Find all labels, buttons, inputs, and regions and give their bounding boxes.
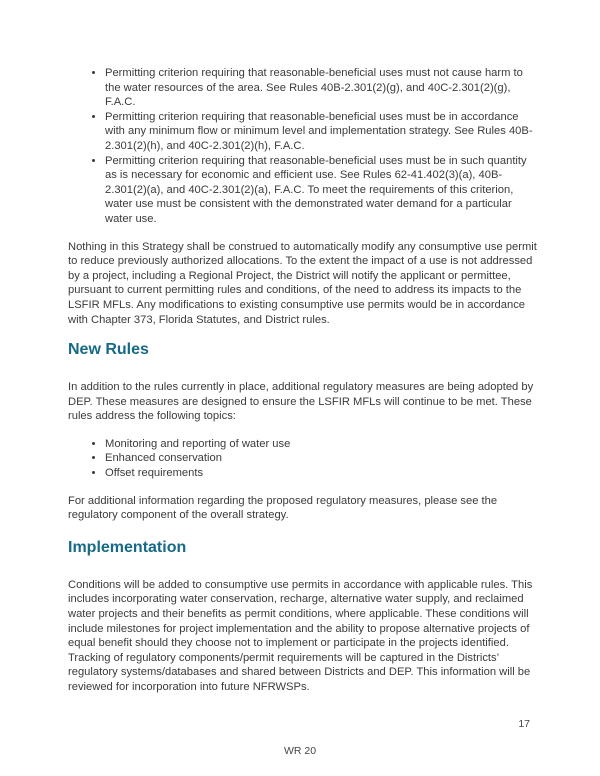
- section-heading-new-rules: New Rules: [68, 341, 149, 359]
- rule-topics-list: [68, 437, 538, 481]
- list-item: • Enhanced conservation: [105, 451, 538, 466]
- list-item: • Permitting criterion requiring that reasonable-beneficial uses must be in such quantity as is necessary for economic and efficient use. See Rules 62-41.402(3)(a), 40B-2.301(2)(a), and 40C-2.301(2)(a), F.A.C. To meet the requirements of this criterion, water use must be consistent with the demonstrated water demand for a particular water use.: [105, 154, 538, 227]
- page-number: 17: [518, 718, 530, 730]
- footer-doc-code: WR 20: [283, 745, 317, 757]
- strategy-paragraph: Nothing in this Strategy shall be construed to automatically modify any consumptive use permit to reduce previously authorized allocations. To the extent the impact of a use is not addressed by a project, including a Regional Project, the District will notify the applicant or permittee, pursuant to current permitting rules and conditions, of the need to address its impacts to the LSFIR MFLs. Any modifications to existing consumptive use permits would be in accordance with Chapter 373, Florida Statutes, and District rules.: [68, 240, 537, 326]
- new-rules-intro-paragraph: In addition to the rules currently in place, additional regulatory measures are being adopted by DEP. These measures are designed to ensure the LSFIR MFLs will continue to be met. These rules address the following topics:: [68, 381, 534, 423]
- document-content: [68, 66, 538, 695]
- section-heading-implementation: Implementation: [68, 538, 187, 556]
- list-item: • Monitoring and reporting of water use: [105, 437, 538, 452]
- list-item: • Permitting criterion requiring that reasonable-beneficial uses must not cause harm to the water resources of the area. See Rules 40B-2.301(2)(g), and 40C-2.301(2)(g), F.A.C.: [105, 66, 538, 110]
- implementation-paragraph: Conditions will be added to consumptive use permits in accordance with applicable rules. This includes incorporating water conservation, recharge, alternative water supply, and reclaimed water projects and their benefits as permit conditions, where applicable. These conditions will include milestones for project implementation and the ability to propose alternative projects of equal benefit should they choose not to implement or participate in the projects identified. Tracking of regulatory components/permit requirements will be captured in the Districts’ regulatory systems/databases and shared between Districts and DEP. This information will be reviewed for incorporation into future NFRWSPs.: [68, 578, 533, 693]
- list-item: • Permitting criterion requiring that reasonable-beneficial uses must be in accordance with any minimum flow or minimum level and implementation strategy. See Rules 40B-2.301(2)(h), and 40C-2.301(2)(h), F.A.C.: [105, 110, 538, 154]
- permitting-criteria-list: [68, 66, 538, 227]
- list-item: • Offset requirements: [105, 466, 538, 481]
- new-rules-outro-paragraph: For additional information regarding the proposed regulatory measures, please see the regulatory component of the overall strategy.: [68, 494, 498, 522]
